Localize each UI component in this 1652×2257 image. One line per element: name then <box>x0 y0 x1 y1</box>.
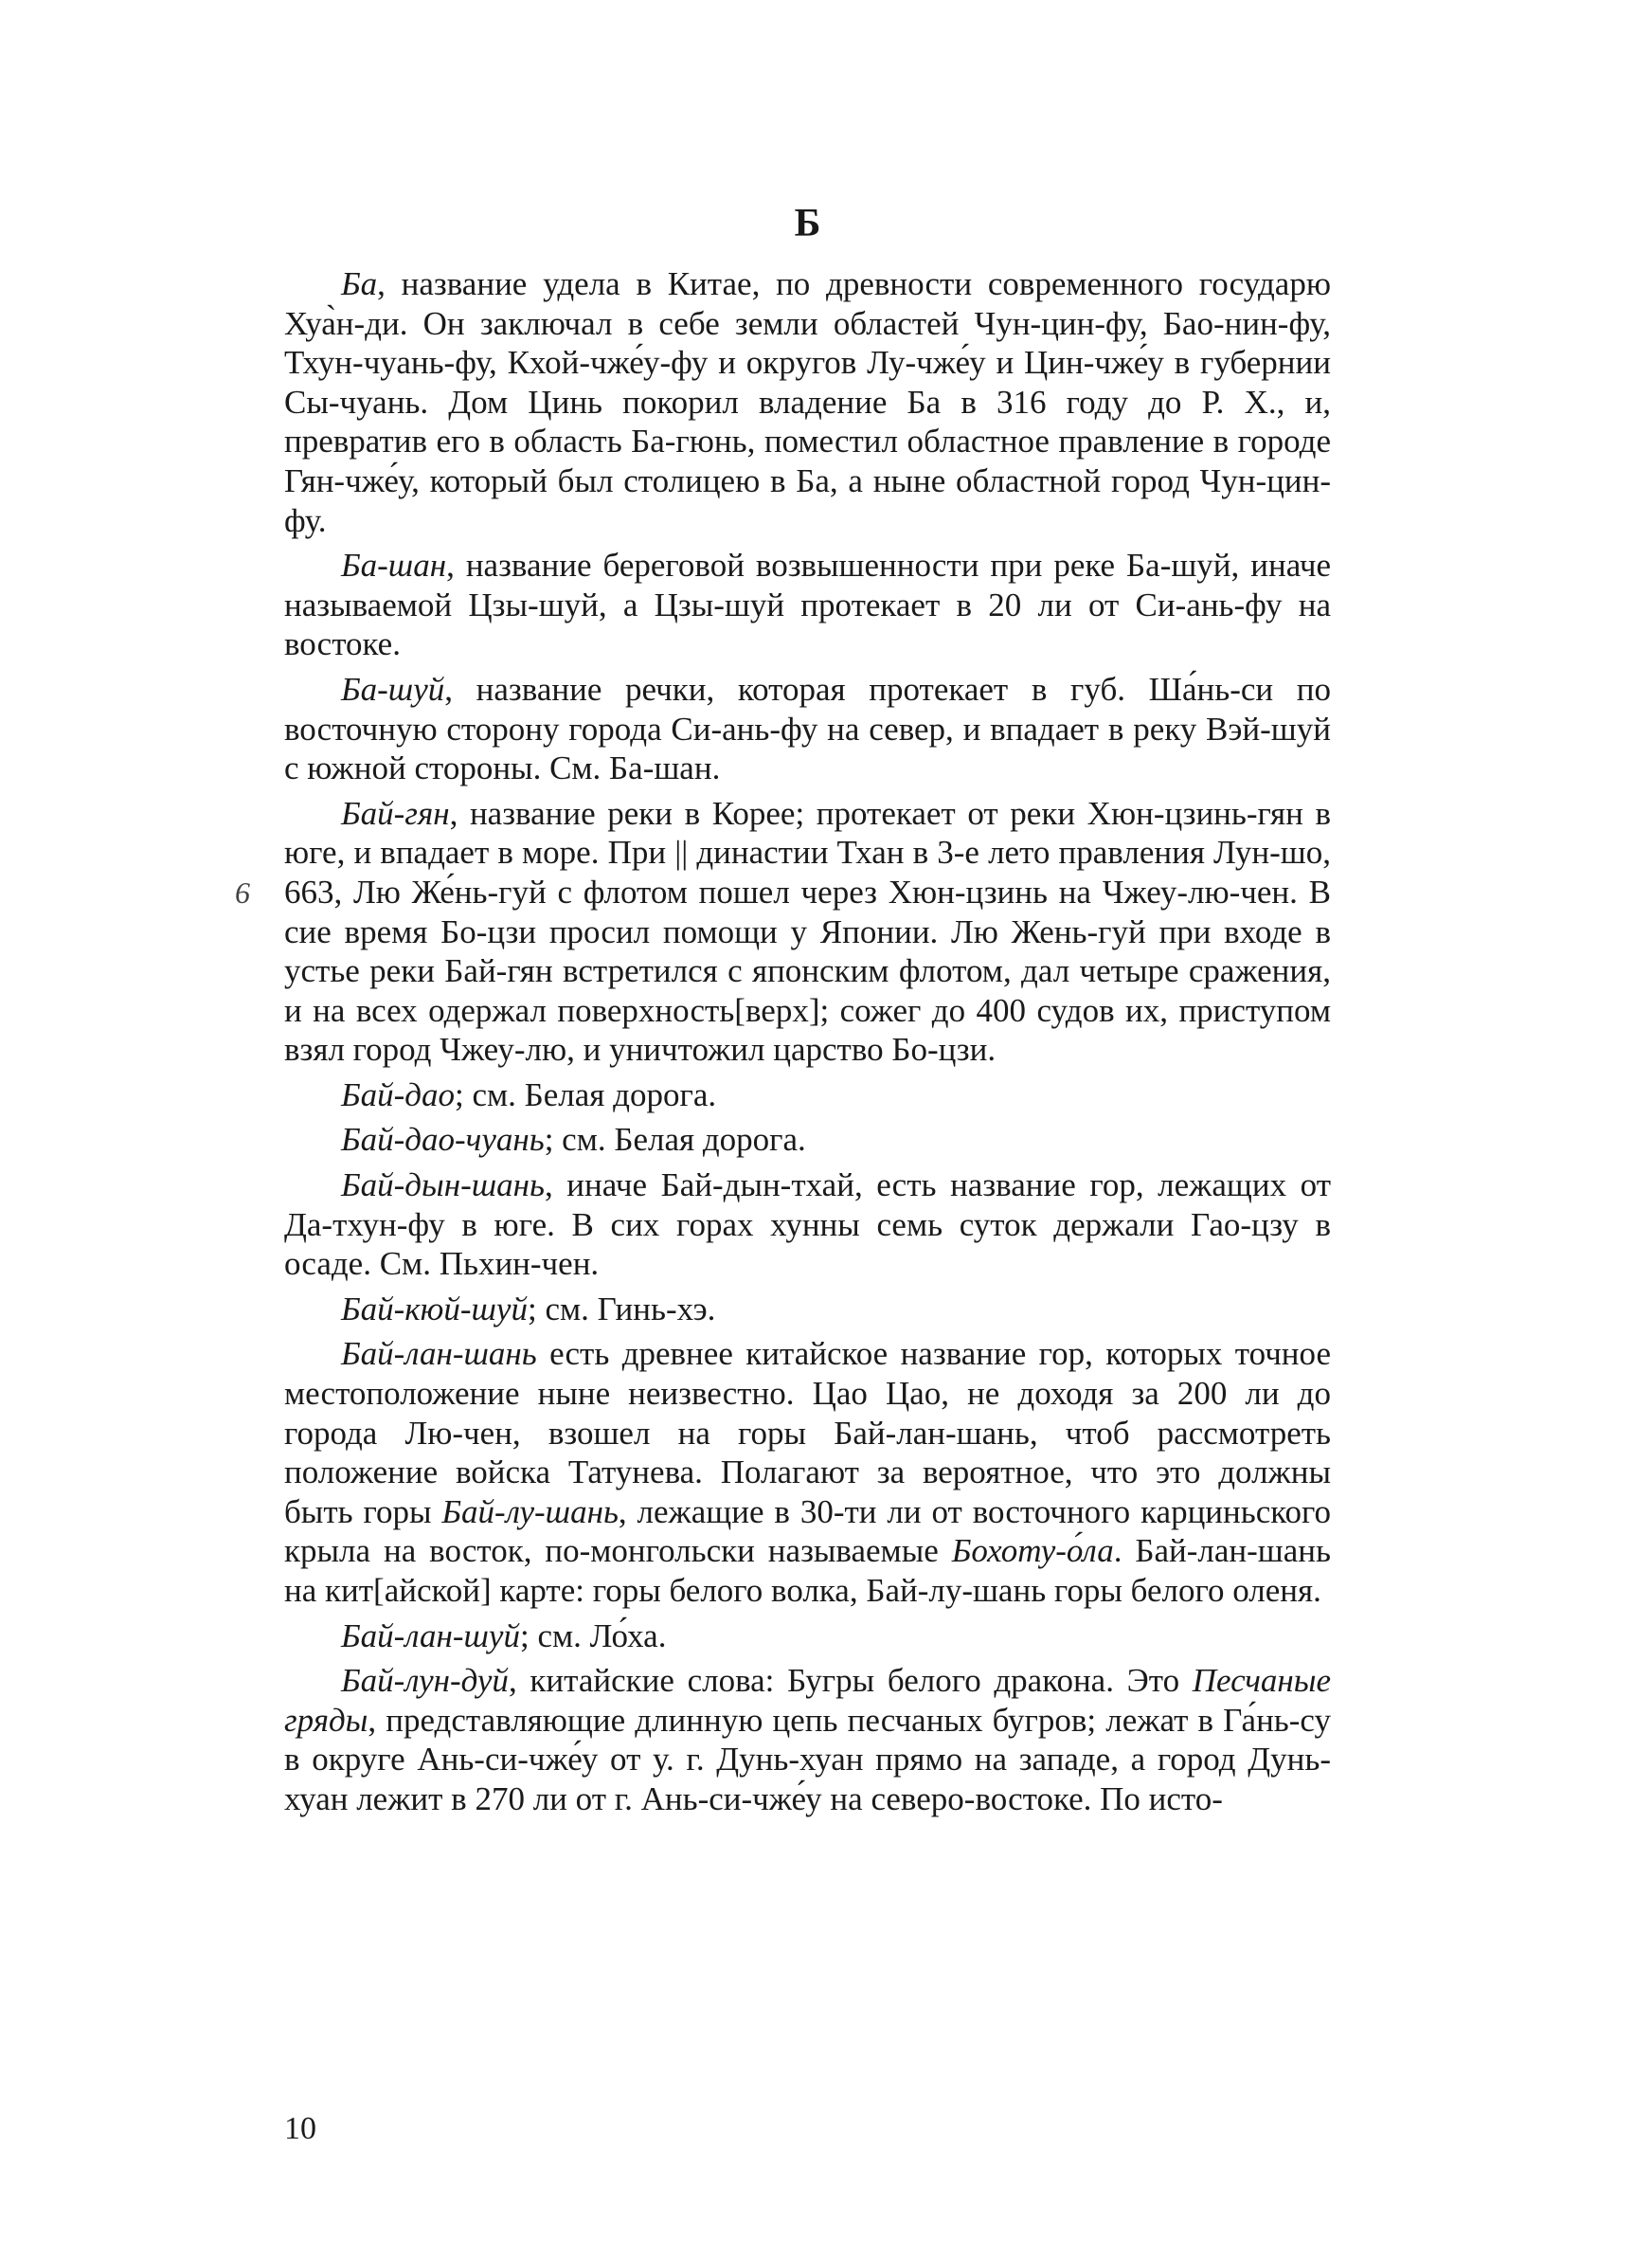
entry-bai-lun-dui <box>284 1661 1331 1818</box>
entry-term: Бай-лу-шань <box>441 1492 619 1530</box>
entry-term: Бай-дао <box>341 1075 456 1113</box>
entry-bai-dao <box>284 1075 1331 1115</box>
entry-text: , название береговой возвышенности при реке Ба-шуй, иначе называемой Цзы-шуй, а Цзы-шуй протекает в 20 ли от Си-ань-фу на востоке. <box>284 547 1331 663</box>
entry-term: Бай-лан-шань <box>341 1335 537 1373</box>
entry-term: Бай-дын-шань <box>341 1166 545 1204</box>
entry-text: , название удела в Китае, по древности современного государю Хуа̀н-ди. Он заключал в себе земли областей Чун-цин-фу, Бао-нин-фу, Тхун-чуань-фу, Кхой-чже́у-фу и округов Лу-чже́у и Цин-чже́у в губернии Сы-чуань. Дом Цинь покорил владение Ба в 316 году до Р. Х., и, превратив его в область Ба-гюнь, поместил областное правление в городе Гян-чже́у, который был столицею в Ба, а ныне областной город Чун-цин-фу. <box>284 265 1331 539</box>
entry-bai-dyn-shan <box>284 1165 1331 1284</box>
entry-text: , название реки в Корее; протекает от реки Хюн-цзинь-гян в юге, и впадает в море. При || династии Тхан в 3-е лето правления Лун-шо, 663, Лю Же́нь-гуй с флотом пошел через Хюн-цзинь на Чжеу-лю-чен. В сие время Бо-цзи просил помощи у Японии. Лю Жень-гуй при входе в устье реки Бай-гян встретился с японским флотом, дал четыре сражения, и на всех одержал поверхность[верх]; сожег до 400 судов их, приступом взял город Чжеу-лю, и уничтожил царство Бо-цзи. <box>284 794 1331 1069</box>
entry-text: , китайские слова: Бугры белого дракона. Это <box>508 1662 1193 1700</box>
entry-term: Бай-лан-шуй <box>341 1616 520 1654</box>
entry-term: Бай-дао-чуань <box>341 1121 545 1159</box>
margin-page-marker: 6 <box>235 876 250 910</box>
entry-text: ; см. Ло́ха. <box>519 1616 667 1654</box>
entry-term: Песчаные гряды <box>284 1662 1331 1739</box>
entry-text: , лежащие в 30-ти ли от восточного карциньского крыла на восток, по-монгольски называемые <box>284 1492 1331 1570</box>
entry-ba-shui <box>284 670 1331 788</box>
entry-term: Ба-шан <box>341 547 447 585</box>
entry-text: есть древнее китайское название гор, которых точное местоположение ныне неизвестно. Цао Цао, не доходя за 200 ли до города Лю-чен, взошел на горы Бай-лан-шань, чтоб рассмотреть положение войска Татунева. Полагают за вероятное, что это должны быть горы <box>284 1335 1331 1530</box>
document-page <box>284 204 1331 1825</box>
entry-bai-kyui-shui <box>284 1290 1331 1329</box>
entry-term: Бай-лун-дуй <box>341 1662 509 1700</box>
entry-term: Бай-кюй-шуй <box>341 1290 528 1327</box>
page-number: 10 <box>284 2111 316 2146</box>
entry-bai-gyan <box>284 794 1331 1070</box>
entry-text: ; см. Белая дорога. <box>544 1121 806 1159</box>
entry-text: . Бай-лан-шань на кит[айской] карте: горы белого волка, Бай-лу-шань горы белого оленя. <box>284 1532 1331 1609</box>
entry-text: , представляющие длинную цепь песчаных бугров; лежат в Га́нь-су в округе Ань-си-чже́у от у. г. Дунь-хуан прямо на западе, а город Дунь-хуан лежит в 270 ли от г. Ань-си-чже́у на северо-востоке. По исто- <box>284 1701 1331 1817</box>
entry-term: Бохоту-о́ла <box>951 1532 1114 1570</box>
entry-text: , иначе Бай-дын-тхай, есть название гор, лежащих от Да-тхун-фу в юге. В сих горах хунны семь суток держали Гао-цзу в осаде. См. Пьхин-чен. <box>284 1166 1331 1283</box>
entry-bai-lan-shui <box>284 1616 1331 1656</box>
entry-ba-shan <box>284 546 1331 664</box>
entry-text: , название речки, которая протекает в губ. Ша́нь-си по восточную сторону города Си-ань-фу на север, и впадает в реку Вэй-шуй с южной стороны. См. Ба-шан. <box>284 670 1331 787</box>
section-letter-heading: Б <box>794 202 821 245</box>
entry-term: Бай-гян <box>341 794 450 832</box>
entry-term: Ба <box>341 265 378 302</box>
entry-bai-lan-shan <box>284 1334 1331 1610</box>
entry-term: Ба-шуй <box>341 670 445 708</box>
entry-text: ; см. Белая дорога. <box>455 1075 717 1113</box>
entry-ba <box>284 264 1331 540</box>
entry-text: ; см. Гинь-хэ. <box>527 1290 716 1327</box>
entry-bai-dao-chuan <box>284 1120 1331 1160</box>
